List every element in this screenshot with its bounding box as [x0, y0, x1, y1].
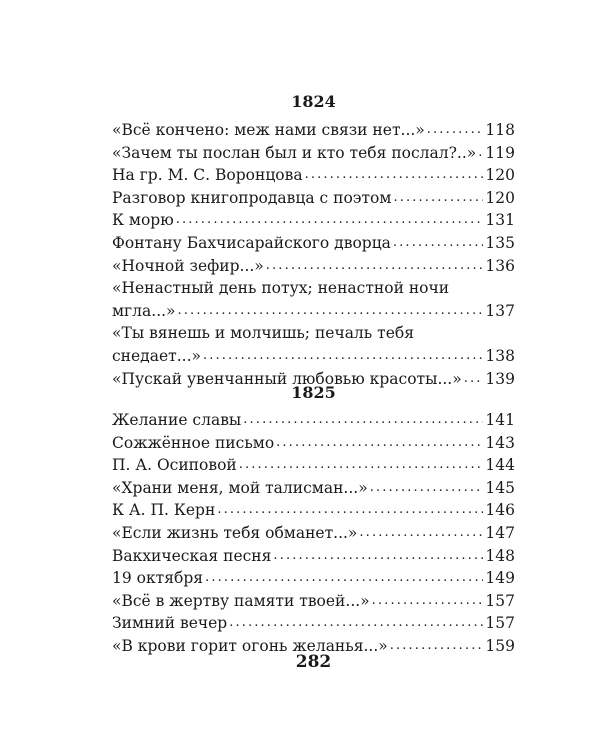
toc-entry-page: 157 — [485, 614, 515, 633]
toc-entry-page: 148 — [485, 546, 515, 565]
toc-entry-title: Зимний вечер — [112, 614, 228, 633]
toc-entry-title: «Пускай увенчанный любовью красоты...» — [112, 369, 462, 388]
toc-entry-title: Вакхическая песня — [112, 546, 272, 565]
toc-entry[interactable] — [112, 187, 515, 210]
leader-dots — [273, 545, 483, 568]
page-number: 282 — [295, 652, 332, 672]
toc-entry-page: 145 — [485, 478, 515, 497]
leader-dots — [370, 477, 484, 500]
toc-entry[interactable] — [112, 164, 515, 187]
toc-entry-title: На гр. М. С. Воронцова — [112, 166, 303, 185]
toc-entry[interactable] — [112, 119, 515, 142]
leader-dots — [205, 567, 483, 590]
leader-dots — [478, 142, 483, 165]
toc-entry-title: «Всё кончено: меж нами связи нет...» — [112, 121, 425, 139]
leader-dots — [266, 255, 484, 278]
toc-entry[interactable] — [112, 255, 515, 278]
leader-dots — [178, 300, 484, 323]
toc-entry-title: 19 октября — [112, 569, 204, 588]
leader-dots — [203, 345, 483, 368]
toc-entry-page: 119 — [485, 143, 515, 162]
section-year-heading: 1825 — [291, 383, 336, 402]
toc-entry-title-line2: снедает...» — [112, 346, 201, 365]
toc-entry-title: К А. П. Керн — [112, 501, 216, 520]
leader-dots — [393, 232, 484, 255]
toc-entry-title-line2: мгла...» — [112, 301, 176, 320]
toc-entry-title: Фонтану Бахчисарайского дворца — [112, 233, 391, 252]
toc-entry-title: Желание славы — [112, 411, 242, 429]
toc-entry-page: 137 — [485, 301, 515, 320]
leader-dots — [229, 612, 483, 635]
toc-entry-page: 141 — [485, 411, 515, 429]
toc-entry[interactable] — [112, 142, 515, 165]
toc-entry-page: 118 — [485, 121, 515, 139]
toc-entry[interactable] — [112, 590, 515, 613]
toc-entry-page: 139 — [485, 369, 515, 388]
toc-entry-page: 157 — [485, 591, 515, 610]
leader-dots — [243, 409, 483, 432]
toc-entry-title-line1: «Ты вянешь и молчишь; печаль тебя — [112, 324, 415, 343]
toc-entry-page: 131 — [485, 211, 515, 230]
toc-entry-title-line1: «Ненастный день потух; ненастной ночи — [112, 279, 450, 298]
toc-entry[interactable] — [112, 567, 515, 590]
leader-dots — [176, 209, 484, 232]
section-year-heading: 1824 — [291, 92, 336, 111]
toc-entry-title: «Храни меня, мой талисман...» — [112, 478, 368, 497]
toc-entry-page: 147 — [485, 523, 515, 542]
toc-entry-page: 138 — [485, 346, 515, 365]
toc-entry[interactable] — [112, 477, 515, 500]
toc-entry-title: К морю — [112, 211, 174, 230]
leader-dots — [217, 499, 483, 522]
toc-entry[interactable] — [112, 454, 515, 477]
toc-entry-page: 120 — [485, 188, 515, 207]
leader-dots — [359, 522, 483, 545]
leader-dots — [239, 454, 484, 477]
toc-entry[interactable] — [112, 409, 515, 432]
leader-dots — [427, 119, 484, 142]
toc-entry-title: «Ночной зефир...» — [112, 256, 264, 275]
toc-entry-page: 136 — [485, 256, 515, 275]
toc-section — [112, 409, 515, 658]
toc-entry-page: 146 — [485, 501, 515, 520]
toc-entry[interactable] — [112, 522, 515, 545]
toc-entry-title: «В крови горит огонь желанья...» — [112, 636, 388, 655]
toc-entry-title: Разговор книгопродавца с поэтом — [112, 188, 392, 207]
toc-entry-page: 149 — [485, 569, 515, 588]
toc-entry-title: Сожжённое письмо — [112, 433, 275, 452]
toc-entry-page: 159 — [485, 636, 515, 655]
toc-entry[interactable] — [112, 209, 515, 232]
toc-entry-title: П. А. Осиповой — [112, 456, 237, 475]
toc-entry[interactable] — [112, 545, 515, 568]
leader-dots — [372, 590, 484, 613]
leader-dots — [305, 164, 484, 187]
toc-entry-page: 120 — [485, 166, 515, 185]
leader-dots — [393, 187, 483, 210]
toc-entry-page: 144 — [485, 456, 515, 475]
toc-section — [112, 119, 515, 390]
toc-entry[interactable] — [112, 499, 515, 522]
toc-entry[interactable] — [112, 612, 515, 635]
leader-dots — [276, 432, 483, 455]
toc-entry-title: «Всё в жертву памяти твоей...» — [112, 591, 370, 610]
toc-entry[interactable] — [112, 322, 515, 367]
toc-entry-page: 143 — [485, 433, 515, 452]
toc-entry-title: «Зачем ты послан был и кто тебя послал?..» — [112, 143, 477, 162]
toc-entry[interactable] — [112, 432, 515, 455]
toc-entry[interactable] — [112, 277, 515, 322]
toc-entry-page: 135 — [485, 233, 515, 252]
toc-entry-title: «Если жизнь тебя обманет...» — [112, 523, 358, 542]
toc-entry[interactable] — [112, 232, 515, 255]
